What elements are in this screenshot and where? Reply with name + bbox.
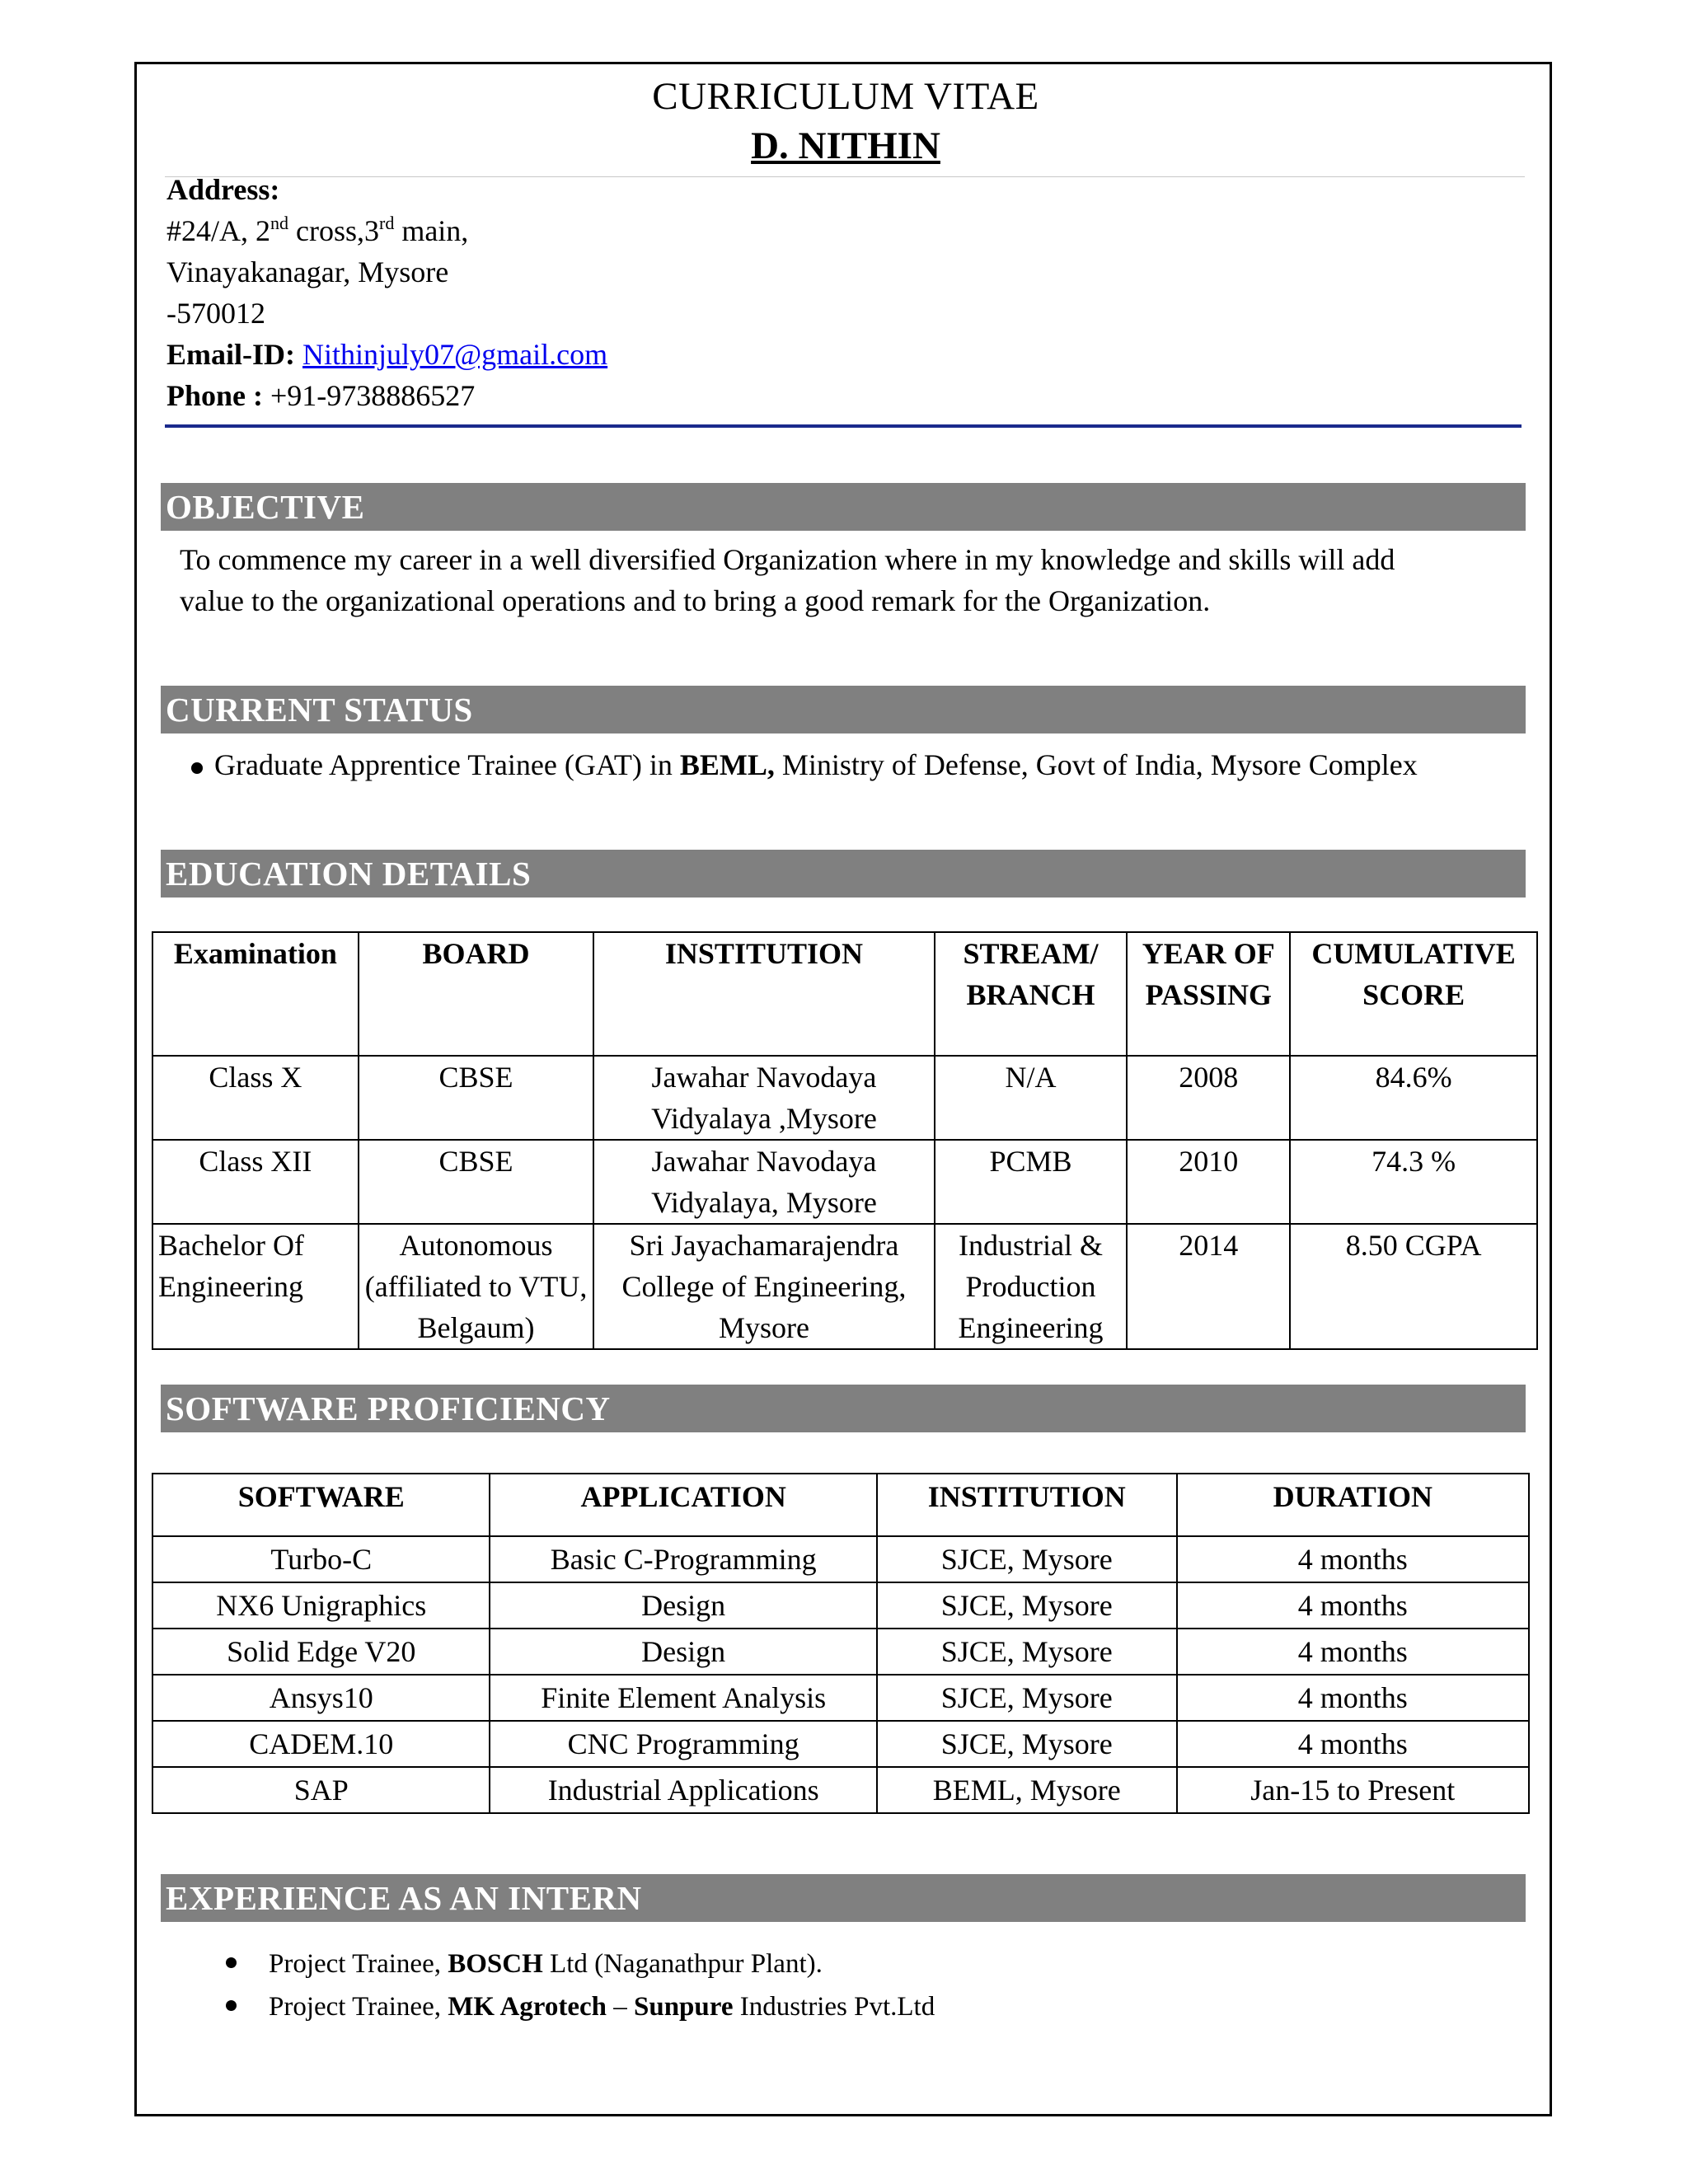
email-label: Email-ID:	[166, 338, 295, 371]
table-cell: Design	[490, 1629, 876, 1675]
education-table	[152, 931, 1538, 1350]
education-header-row	[152, 932, 1537, 1056]
table-row	[152, 1767, 1529, 1813]
table-cell: Jawahar Navodaya Vidyalaya, Mysore	[593, 1140, 934, 1224]
table-row	[152, 1224, 1537, 1349]
table-cell: Solid Edge V20	[152, 1629, 490, 1675]
table-cell: Sri Jayachamarajendra College of Engineering, Mysore	[593, 1224, 934, 1349]
table-row	[152, 1582, 1529, 1629]
soft-col-application: APPLICATION	[490, 1474, 876, 1536]
table-row	[152, 1629, 1529, 1675]
address-label: Address:	[166, 173, 280, 206]
objective-line-2: value to the organizational operations and to bring a good remark for the Organization.	[180, 584, 1211, 617]
current-status-heading: CURRENT STATUS	[161, 686, 1526, 733]
table-row	[152, 1675, 1529, 1721]
phone-label: Phone :	[166, 379, 263, 412]
soft-col-duration: DURATION	[1177, 1474, 1529, 1536]
table-cell: 4 months	[1177, 1721, 1529, 1767]
email-row	[166, 334, 607, 375]
header-divider	[165, 176, 1525, 177]
table-cell: Design	[490, 1582, 876, 1629]
software-header-row	[152, 1474, 1529, 1536]
table-cell: 2008	[1127, 1056, 1290, 1140]
address-line-3: -570012	[166, 297, 265, 330]
address-line-1: #24/A, 2nd cross,3rd main,	[166, 213, 469, 247]
table-cell: 74.3 %	[1290, 1140, 1537, 1224]
table-cell: SJCE, Mysore	[877, 1675, 1177, 1721]
table-cell: SJCE, Mysore	[877, 1582, 1177, 1629]
table-cell: 4 months	[1177, 1675, 1529, 1721]
table-cell: Basic C-Programming	[490, 1536, 876, 1582]
table-cell: Class XII	[152, 1140, 359, 1224]
table-cell: Turbo-C	[152, 1536, 490, 1582]
table-cell: Ansys10	[152, 1675, 490, 1721]
contact-divider	[165, 424, 1522, 428]
email-link[interactable]: Nithinjuly07@gmail.com	[302, 338, 608, 371]
table-cell: Industrial & Production Engineering	[935, 1224, 1128, 1349]
table-cell: BEML, Mysore	[877, 1767, 1177, 1813]
table-cell: SJCE, Mysore	[877, 1629, 1177, 1675]
table-cell: Finite Element Analysis	[490, 1675, 876, 1721]
candidate-name: D. NITHIN	[751, 124, 940, 167]
table-cell: 2010	[1127, 1140, 1290, 1224]
table-cell: CADEM.10	[152, 1721, 490, 1767]
table-row	[152, 1140, 1537, 1224]
edu-col-score: CUMULATIVE SCORE	[1290, 932, 1537, 1056]
phone-value: +91-9738886527	[270, 379, 476, 412]
software-table	[152, 1473, 1530, 1814]
table-cell: SJCE, Mysore	[877, 1536, 1177, 1582]
table-cell: Autonomous (affiliated to VTU, Belgaum)	[359, 1224, 594, 1349]
table-cell: 4 months	[1177, 1629, 1529, 1675]
bullet-icon	[226, 2000, 237, 2011]
bullet-icon	[226, 1957, 237, 1968]
table-cell: CBSE	[359, 1140, 594, 1224]
table-cell: Bachelor Of Engineering	[152, 1224, 359, 1349]
address-line-2: Vinayakanagar, Mysore	[166, 255, 449, 288]
table-cell: NX6 Unigraphics	[152, 1582, 490, 1629]
table-cell: 8.50 CGPA	[1290, 1224, 1537, 1349]
soft-col-software: SOFTWARE	[152, 1474, 490, 1536]
software-heading: SOFTWARE PROFICIENCY	[161, 1385, 1526, 1432]
table-cell: 84.6%	[1290, 1056, 1537, 1140]
phone-row	[166, 375, 475, 416]
table-cell: 4 months	[1177, 1582, 1529, 1629]
table-cell: 2014	[1127, 1224, 1290, 1349]
table-row	[152, 1536, 1529, 1582]
table-cell: PCMB	[935, 1140, 1128, 1224]
list-item: Project Trainee, BOSCH Ltd (Naganathpur Plant).	[269, 1943, 823, 1985]
table-row	[152, 1056, 1537, 1140]
table-cell: CNC Programming	[490, 1721, 876, 1767]
table-cell: N/A	[935, 1056, 1128, 1140]
edu-col-institution: INSTITUTION	[593, 932, 934, 1056]
table-cell: Class X	[152, 1056, 359, 1140]
table-cell: 4 months	[1177, 1536, 1529, 1582]
edu-col-examination: Examination	[152, 932, 359, 1056]
objective-line-1: To commence my career in a well diversified Organization where in my knowledge and skills will add	[180, 543, 1395, 576]
document-title: CURRICULUM VITAE	[652, 75, 1039, 118]
table-cell: SJCE, Mysore	[877, 1721, 1177, 1767]
bullet-icon	[191, 762, 203, 774]
table-row	[152, 1721, 1529, 1767]
edu-col-board: BOARD	[359, 932, 594, 1056]
table-cell: Jawahar Navodaya Vidyalaya ,Mysore	[593, 1056, 934, 1140]
table-cell: Jan-15 to Present	[1177, 1767, 1529, 1813]
table-cell: Industrial Applications	[490, 1767, 876, 1813]
education-heading: EDUCATION DETAILS	[161, 850, 1526, 898]
table-cell: CBSE	[359, 1056, 594, 1140]
edu-col-stream: STREAM/ BRANCH	[935, 932, 1128, 1056]
table-cell: SAP	[152, 1767, 490, 1813]
list-item: Project Trainee, MK Agrotech – Sunpure Industries Pvt.Ltd	[269, 1985, 935, 2028]
current-status-item: Graduate Apprentice Trainee (GAT) in BEML, Ministry of Defense, Govt of India, Mysore Complex	[191, 744, 1526, 785]
edu-col-year: YEAR OF PASSING	[1127, 932, 1290, 1056]
objective-heading: OBJECTIVE	[161, 483, 1526, 531]
experience-heading: EXPERIENCE AS AN INTERN	[161, 1874, 1526, 1922]
cv-page-frame	[134, 62, 1552, 2116]
soft-col-institution: INSTITUTION	[877, 1474, 1177, 1536]
